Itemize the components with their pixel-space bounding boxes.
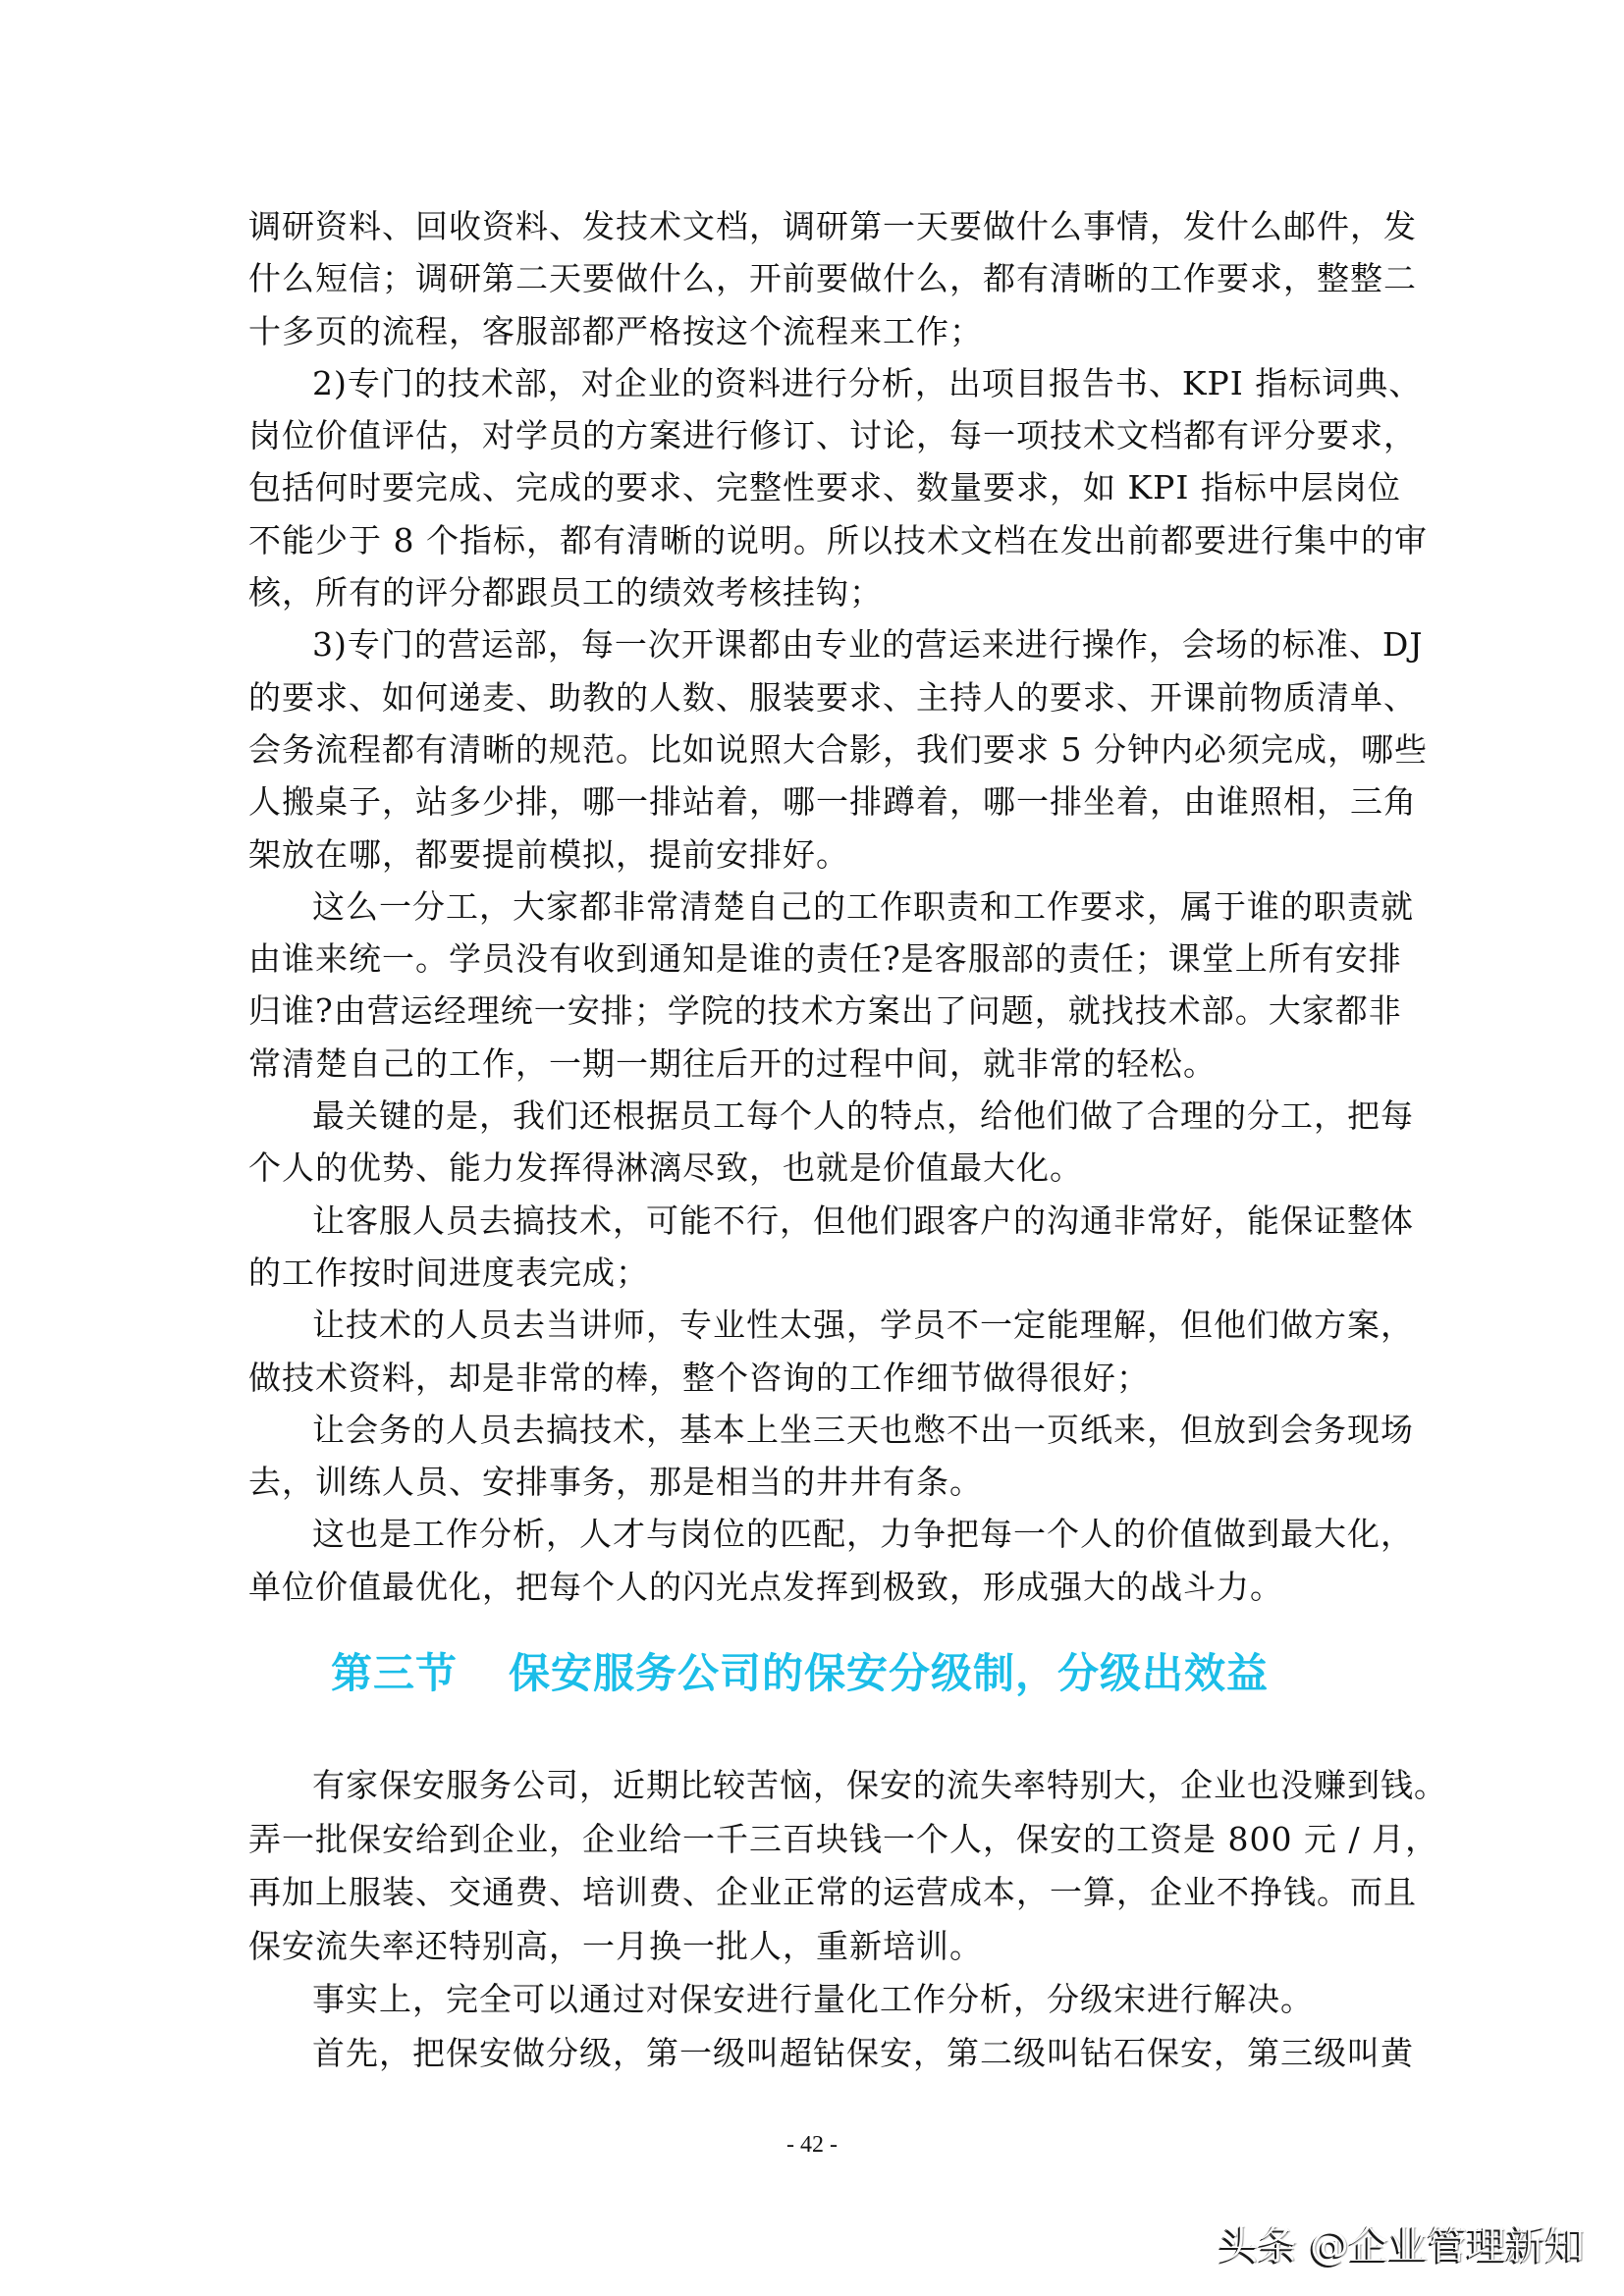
- text-line: 归谁?由营运经理统一安排；学院的技术方案出了问题，就找技术部。大家都非: [248, 991, 1402, 1031]
- section-heading: [331, 1647, 1269, 1700]
- text-line: 包括何时要完成、完成的要求、完整性要求、数量要求，如 KPI 指标中层岗位: [248, 468, 1401, 507]
- text-line: 这么一分工，大家都非常清楚自己的工作职责和工作要求，属于谁的职责就: [312, 886, 1414, 926]
- text-line: 弄一批保安给到企业，企业给一千三百块钱一个人，保安的工资是 800 元 / 月，: [248, 1819, 1439, 1858]
- text-line: 事实上，完全可以通过对保安进行量化工作分析，分级宋进行解决。: [312, 1980, 1314, 2018]
- text-line: 首先，把保安做分级，第一级叫超钻保安，第二级叫钻石保安，第三级叫黄: [312, 2033, 1414, 2072]
- text-line: 的工作按时间进度表完成；: [248, 1253, 649, 1292]
- text-line: 人搬桌子，站多少排，哪一排站着，哪一排蹲着，哪一排坐着，由谁照相，三角: [248, 782, 1417, 822]
- text-line: 会务流程都有清晰的规范。比如说照大合影，我们要求 5 分钟内必须完成，哪些: [248, 729, 1428, 769]
- text-line: 让客服人员去搞技术，可能不行，但他们跟客户的沟通非常好，能保证整体: [312, 1201, 1414, 1240]
- text-line: 让技术的人员去当讲师，专业性太强，学员不一定能理解，但他们做方案，: [312, 1306, 1414, 1345]
- text-line: 什么短信；调研第二天要做什么，开前要做什么，都有清晰的工作要求，整整二: [248, 259, 1417, 298]
- text-line: 2)专门的技术部，对企业的资料进行分析，出项目报告书、KPI 指标词典、: [312, 363, 1423, 402]
- watermark: 头条 @企业管理新知: [1218, 2223, 1585, 2269]
- text-line: 有家保安服务公司，近期比较苦恼，保安的流失率特别大，企业也没赚到钱。: [312, 1766, 1447, 1804]
- text-line: 让会务的人员去搞技术，基本上坐三天也憋不出一页纸来，但放到会务现场: [312, 1410, 1414, 1449]
- text-line: 岗位价值评估，对学员的方案进行修订、讨论，每一项技术文档都有评分要求，: [248, 416, 1417, 455]
- text-line: 的要求、如何递麦、助教的人数、服装要求、主持人的要求、开课前物质清单、: [248, 677, 1417, 717]
- section-title: 保安服务公司的保安分级制，分级出效益: [509, 1649, 1270, 1697]
- body-text-section-1: [248, 200, 1428, 1613]
- text-line: 由谁来统一。学员没有收到通知是谁的责任?是客服部的责任；课堂上所有安排: [248, 939, 1402, 979]
- body-text-section-2: [248, 1759, 1447, 2080]
- text-line: 调研资料、回收资料、发技术文档，调研第一天要做什么事情，发什么邮件，发: [248, 207, 1417, 245]
- text-line: 架放在哪，都要提前模拟，提前安排好。: [248, 834, 849, 874]
- text-line: 常清楚自己的工作，一期一期往后开的过程中间，就非常的轻松。: [248, 1043, 1217, 1083]
- text-line: 保安流失率还特别高，一月换一批人，重新培训。: [248, 1926, 983, 1965]
- text-line: 最关键的是，我们还根据员工每个人的特点，给他们做了合理的分工，把每: [312, 1096, 1414, 1136]
- text-line: 个人的优势、能力发挥得淋漓尽致，也就是价值最大化。: [248, 1148, 1083, 1188]
- page-number: - 42 -: [786, 2132, 838, 2158]
- text-line: 做技术资料，却是非常的棒，整个咨询的工作细节做得很好；: [248, 1358, 1150, 1397]
- text-line: 去，训练人员、安排事务，那是相当的井井有条。: [248, 1463, 983, 1502]
- section-number: 第三节: [331, 1649, 459, 1697]
- text-line: 核，所有的评分都跟员工的绩效考核挂钩；: [248, 573, 883, 613]
- text-line: 这也是工作分析，人才与岗位的匹配，力争把每一个人的价值做到最大化，: [312, 1515, 1414, 1554]
- text-line: 单位价值最优化，把每个人的闪光点发挥到极致，形成强大的战斗力。: [248, 1567, 1283, 1606]
- text-line: 3)专门的营运部，每一次开课都由专业的营运来进行操作，会场的标准、DJ: [312, 625, 1424, 665]
- text-line: 再加上服装、交通费、培训费、企业正常的运营成本，一算，企业不挣钱。而且: [248, 1873, 1417, 1911]
- text-line: 不能少于 8 个指标，都有清晰的说明。所以技术文档在发出前都要进行集中的审: [248, 520, 1428, 560]
- text-line: 十多页的流程，客服部都严格按这个流程来工作；: [248, 311, 983, 350]
